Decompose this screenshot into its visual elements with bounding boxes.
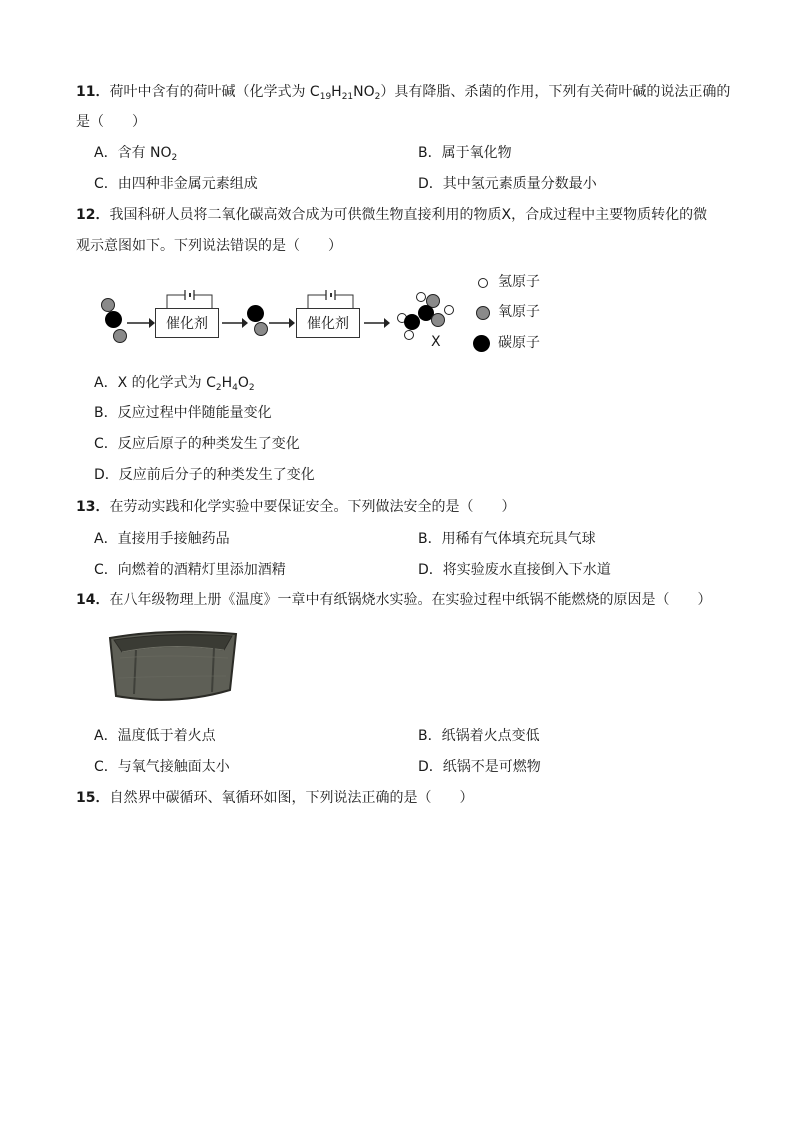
arrow-4-icon bbox=[364, 317, 390, 329]
power-source-2-icon bbox=[301, 287, 361, 309]
q11-option-c[interactable]: C．由四种非金属元素组成 bbox=[94, 176, 258, 192]
legend-carbon-label: 碳原子 bbox=[498, 335, 540, 351]
arrow-3-icon bbox=[269, 317, 295, 329]
q13-text: 在劳动实践和化学实验中要保证安全。下列做法安全的是（ ） bbox=[109, 499, 516, 515]
q13-option-a[interactable]: A．直接用手接触药品 bbox=[94, 531, 230, 547]
q11-text-d: ）具有降脂、杀菌的作用，下列有关荷叶碱的说法正确的 bbox=[380, 84, 731, 100]
q12-option-a-text: A．X 的化学式为 C bbox=[94, 375, 216, 391]
catalyst-box-2: 催化剂 bbox=[296, 308, 360, 338]
q12-option-a-sub2: 4 bbox=[232, 383, 238, 393]
power-source-1-icon bbox=[160, 287, 220, 309]
q11-stem-line2: 是（ ） bbox=[76, 114, 146, 130]
q13-option-c[interactable]: C．向燃着的酒精灯里添加酒精 bbox=[94, 562, 286, 578]
paper-pot-image bbox=[106, 628, 240, 710]
q14-stem bbox=[76, 590, 711, 610]
legend-oxygen-icon bbox=[476, 306, 490, 320]
q11-sub-21: 21 bbox=[341, 92, 354, 102]
q12-option-a-sub1: 2 bbox=[215, 383, 222, 393]
q11-option-a-text: A．含有 NO bbox=[94, 145, 172, 161]
q12-text-1: 我国科研人员将二氧化碳高效合成为可供微生物直接利用的物质X，合成过程中主要物质转化的微 bbox=[109, 207, 708, 223]
q12-option-a-text-c: O bbox=[237, 375, 249, 391]
co-carbon-atom bbox=[247, 305, 264, 322]
q12-option-b[interactable]: B．反应过程中伴随能量变化 bbox=[94, 405, 272, 421]
q14-option-c[interactable]: C．与氧气接触面太小 bbox=[94, 759, 230, 775]
q12-option-a[interactable] bbox=[94, 373, 255, 393]
q15-stem bbox=[76, 788, 473, 808]
product-label-x: X bbox=[431, 334, 441, 350]
q11-text-b: H bbox=[331, 84, 342, 100]
co2-carbon-atom bbox=[105, 311, 122, 328]
q11-text-a: 荷叶中含有的荷叶碱（化学式为 C bbox=[109, 84, 320, 100]
q11-option-a[interactable] bbox=[94, 143, 177, 163]
q13-number: 13． bbox=[76, 499, 110, 515]
q12-stem-line1 bbox=[76, 205, 707, 225]
x-carbon-atom-1 bbox=[404, 314, 420, 330]
q14-option-d[interactable]: D．纸锅不是可燃物 bbox=[418, 759, 541, 775]
legend-hydrogen-label: 氢原子 bbox=[498, 274, 540, 290]
q12-option-a-sub3: 2 bbox=[248, 383, 255, 393]
q13-option-b[interactable]: B．用稀有气体填充玩具气球 bbox=[418, 531, 596, 547]
q11-option-b[interactable]: B．属于氧化物 bbox=[418, 145, 512, 161]
catalyst-box-1: 催化剂 bbox=[155, 308, 219, 338]
x-hydrogen-atom-1 bbox=[416, 292, 426, 302]
q14-option-a[interactable]: A．温度低于着火点 bbox=[94, 728, 216, 744]
x-oxygen-atom-2 bbox=[431, 313, 445, 327]
q15-text: 自然界中碳循环、氧循环如图，下列说法正确的是（ ） bbox=[109, 790, 474, 806]
q11-number: 11． bbox=[76, 84, 110, 100]
q11-sub-19: 19 bbox=[319, 92, 332, 102]
q11-option-a-sub: 2 bbox=[171, 153, 178, 163]
q12-option-d[interactable]: D．反应前后分子的种类发生了变化 bbox=[94, 467, 315, 483]
q12-number: 12． bbox=[76, 207, 110, 223]
x-hydrogen-atom-4 bbox=[404, 330, 414, 340]
q12-stem-line2: 观示意图如下。下列说法错误的是（ ） bbox=[76, 238, 342, 254]
arrow-2-icon bbox=[222, 317, 248, 329]
q14-text: 在八年级物理上册《温度》一章中有纸锅烧水实验。在实验过程中纸锅不能燃烧的原因是（ ） bbox=[109, 592, 712, 608]
legend-oxygen-label: 氧原子 bbox=[498, 304, 540, 320]
co2-oxygen-atom-bottom bbox=[113, 329, 127, 343]
q13-option-d[interactable]: D．将实验废水直接倒入下水道 bbox=[418, 562, 611, 578]
q12-option-c[interactable]: C．反应后原子的种类发生了变化 bbox=[94, 436, 300, 452]
q14-option-b[interactable]: B．纸锅着火点变低 bbox=[418, 728, 540, 744]
co-oxygen-atom bbox=[254, 322, 268, 336]
x-hydrogen-atom-3 bbox=[444, 305, 454, 315]
q11-text-c: NO bbox=[353, 84, 375, 100]
q13-stem bbox=[76, 497, 515, 517]
q11-option-d[interactable]: D．其中氢元素质量分数最小 bbox=[418, 176, 597, 192]
co2-oxygen-atom-top bbox=[101, 298, 115, 312]
legend-carbon-icon bbox=[473, 335, 490, 352]
legend-hydrogen-icon bbox=[478, 278, 488, 288]
q11-stem-line1 bbox=[76, 82, 730, 102]
q14-number: 14． bbox=[76, 592, 110, 608]
q11-sub-2: 2 bbox=[374, 92, 381, 102]
q15-number: 15． bbox=[76, 790, 110, 806]
q12-option-a-text-b: H bbox=[221, 375, 233, 391]
arrow-1-icon bbox=[127, 317, 155, 329]
